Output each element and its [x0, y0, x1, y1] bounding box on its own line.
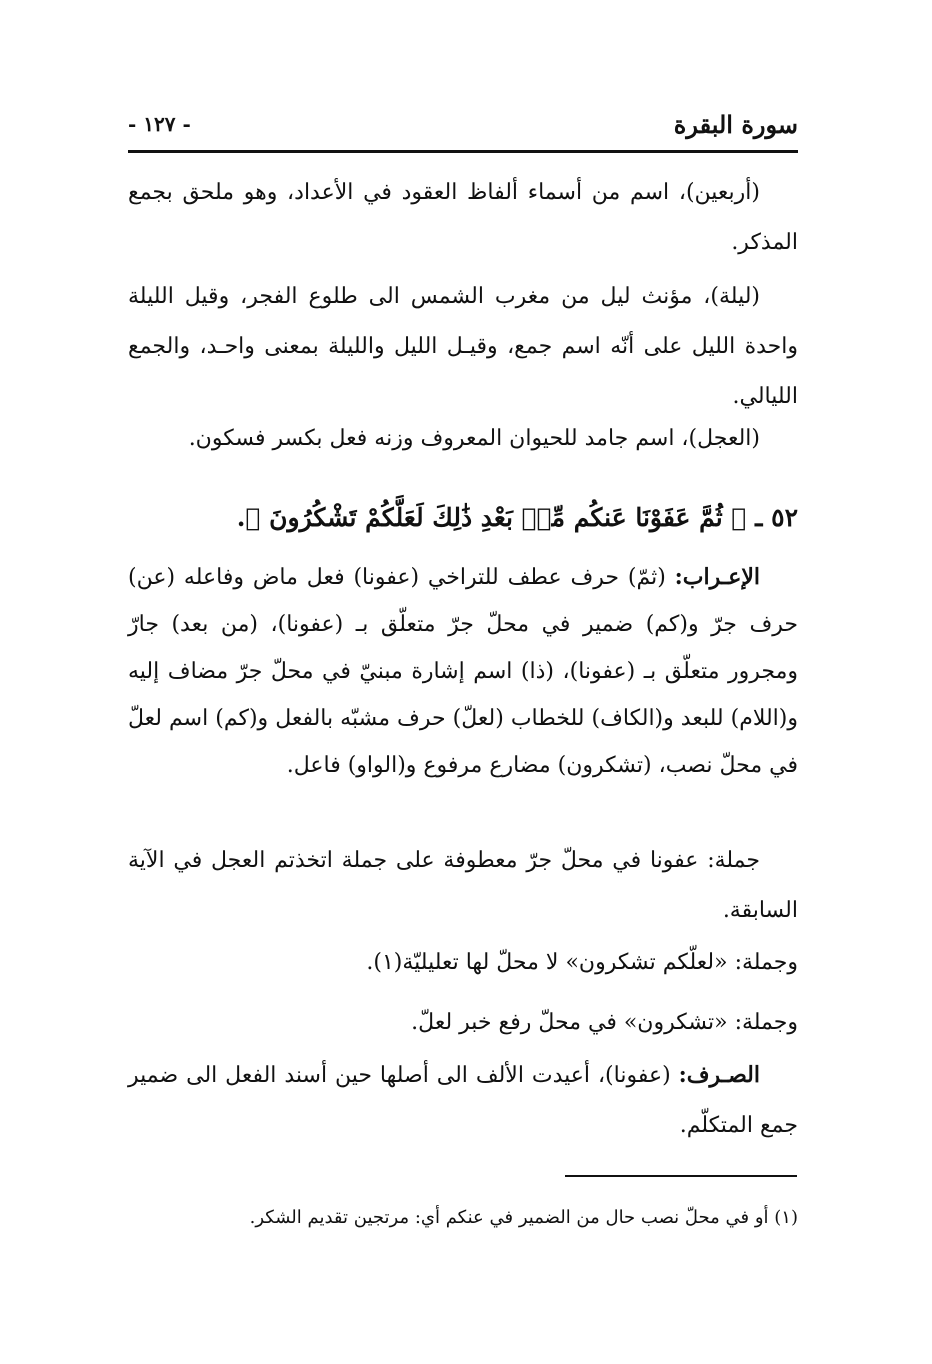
paragraph-jumla-2 [128, 938, 846, 988]
paragraph-jumla-1 [128, 836, 798, 936]
footnote: (١) أو في محلّ نصب حال من الضمير في عنكم أي: مرتجين تقديم الشكر. [249, 1207, 798, 1228]
paragraph-ijl [128, 414, 798, 464]
quran-verse-52 [128, 490, 798, 546]
paragraph-text: وجملة: «لعلّكم تشكرون» لا محلّ لها تعليليّة(١). [366, 950, 798, 975]
paragraph-jumla-3 [128, 998, 846, 1048]
sarf-text: (عفونا)، أعيدت الألف الى أصلها حين أسند الفعل الى ضمير جمع المتكلّم. [128, 1063, 798, 1138]
paragraph-text [128, 554, 798, 789]
surah-title: سورة البقرة [673, 109, 798, 139]
paragraph-irab [128, 554, 798, 789]
footnote-divider [565, 1175, 797, 1177]
section-label-irab: الإعـراب: [674, 564, 760, 590]
paragraph-text: (العجل)، اسم جامد للحيوان المعروف وزنه فعل بكسر فسكون. [188, 426, 760, 451]
header-divider [128, 150, 798, 153]
paragraph-text: (ليلة)، مؤنث ليل من مغرب الشمس الى طلوع الفجر، وقيل الليلة واحدة الليل على أنّه اسم جمع، وقيـل الليل والليلة بمعنى واحـد، والجمع الليالي. [128, 284, 798, 409]
page-header [128, 100, 798, 148]
paragraph-text: وجملة: «تشكرون» في محلّ رفع خبر لعلّ. [411, 1010, 798, 1035]
page-number: - ١٢٧ - [128, 112, 191, 136]
section-label-sarf: الصـرف: [678, 1062, 760, 1088]
paragraph-text [128, 1050, 798, 1151]
paragraph-sarf [128, 1050, 798, 1151]
paragraph-arbaeen [128, 168, 798, 268]
irab-text: (ثمّ) حرف عطف للتراخي (عفونا) فعل ماض وفاعله (عن) حرف جرّ و(كم) ضمير في محلّ جرّ متعلّق بـ (عفونا)، (من بعد) جارّ ومجرور متعلّق بـ (عفونا)، (ذا) اسم إشارة مبنيّ في محلّ جرّ مضاف إليه و(اللام) للبعد و(الكاف) للخطاب (لعلّ) حرف مشبّه بالفعل و(كم) اسم لعلّ في محلّ نصب، (تشكرون) مضارع مرفوع و(الواو) فاعل. [128, 565, 798, 778]
verse-text: ٥٢ ـ ﴿ ثُمَّ عَفَوْنَا عَنكُم مِّنۢ بَعْدِ ذَٰلِكَ لَعَلَّكُمْ تَشْكُرُونَ ﴾. [236, 503, 798, 532]
paragraph-text: (أربعين)، اسم من أسماء ألفاظ العقود في الأعداد، وهو ملحق بجمع المذكر. [128, 180, 798, 255]
paragraph-text: جملة: عفونا في محلّ جرّ معطوفة على جملة اتخذتم العجل في الآية السابقة. [128, 848, 798, 923]
paragraph-layla [128, 272, 798, 422]
